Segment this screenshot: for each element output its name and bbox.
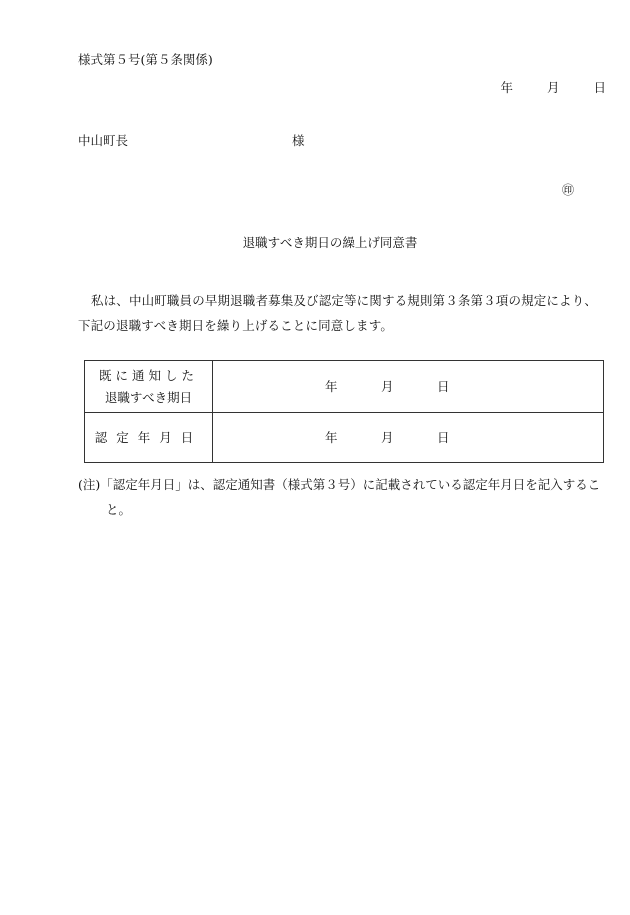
consent-statement: 私は、中山町職員の早期退職者募集及び認定等に関する規則第３条第３項の規定により、下記の退職すべき期日を繰り上げることに同意します。 (78, 293, 598, 333)
certified-day-label: 日 (437, 429, 450, 445)
date-month-label: 月 (546, 80, 560, 95)
certified-date-field[interactable] (213, 413, 604, 463)
notified-day-label: 日 (437, 378, 450, 394)
addressee-honorific: 様 (292, 133, 305, 148)
notified-date-label (85, 361, 213, 413)
document-title: 退職すべき期日の繰上げ同意書 (242, 235, 418, 250)
table-row-notified-date (85, 361, 604, 413)
notified-month-label: 月 (381, 378, 394, 394)
notified-date-field[interactable] (213, 361, 604, 413)
date-day-label: 日 (593, 80, 606, 95)
notified-date-label-line1: 既に通知した (98, 367, 198, 383)
seal-icon: ㊞ (562, 183, 575, 197)
notified-date-label-line2: 退職すべき期日 (104, 389, 193, 405)
certified-month-label: 月 (381, 429, 394, 445)
submission-date-line (0, 82, 606, 95)
notified-year-label: 年 (325, 378, 338, 394)
footnote: (注)「認定年月日」は、認定通知書（様式第３号）に記載されている認定年月日を記入すること。 (78, 477, 601, 517)
table-row-certified-date (85, 413, 604, 463)
date-year-label: 年 (500, 80, 513, 95)
form-number: 様式第５号(第５条関係) (78, 52, 213, 67)
certified-date-label-text: 認定年月日 (94, 429, 203, 445)
certified-date-label (85, 413, 213, 463)
date-table (84, 360, 604, 463)
certified-year-label: 年 (325, 429, 338, 445)
addressee-name: 中山町長 (78, 133, 129, 148)
